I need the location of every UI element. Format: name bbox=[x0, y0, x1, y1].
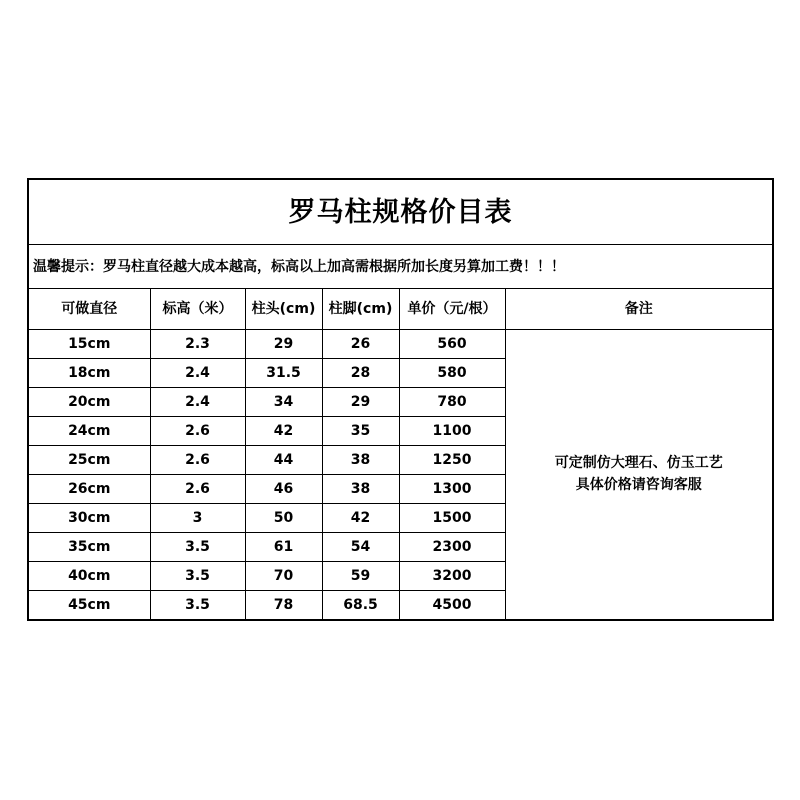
cell-unit-price: 780 bbox=[399, 388, 505, 417]
cell-base: 38 bbox=[322, 475, 399, 504]
remark-line-contact: 具体价格请咨询客服 bbox=[575, 477, 702, 494]
cell-unit-price: 1100 bbox=[399, 417, 505, 446]
column-header-height: 标高（米） bbox=[150, 289, 245, 330]
cell-capital: 70 bbox=[245, 562, 322, 591]
cell-base: 59 bbox=[322, 562, 399, 591]
cell-height: 3 bbox=[150, 504, 245, 533]
cell-diameter: 30cm bbox=[29, 504, 150, 533]
remark-cell bbox=[505, 330, 772, 620]
cell-capital: 34 bbox=[245, 388, 322, 417]
column-header-base: 柱脚(cm) bbox=[322, 289, 399, 330]
cell-capital: 44 bbox=[245, 446, 322, 475]
column-header-remark: 备注 bbox=[505, 289, 772, 330]
cell-diameter: 25cm bbox=[29, 446, 150, 475]
cell-height: 2.3 bbox=[150, 330, 245, 359]
cell-capital: 42 bbox=[245, 417, 322, 446]
cell-base: 26 bbox=[322, 330, 399, 359]
cell-diameter: 18cm bbox=[29, 359, 150, 388]
cell-unit-price: 1250 bbox=[399, 446, 505, 475]
column-header-diameter: 可做直径 bbox=[29, 289, 150, 330]
cell-diameter: 20cm bbox=[29, 388, 150, 417]
cell-unit-price: 1300 bbox=[399, 475, 505, 504]
cell-capital: 46 bbox=[245, 475, 322, 504]
cell-diameter: 24cm bbox=[29, 417, 150, 446]
cell-height: 2.6 bbox=[150, 417, 245, 446]
table-row bbox=[29, 330, 772, 359]
cell-capital: 50 bbox=[245, 504, 322, 533]
cell-base: 29 bbox=[322, 388, 399, 417]
cell-diameter: 15cm bbox=[29, 330, 150, 359]
cell-base: 38 bbox=[322, 446, 399, 475]
column-header-unit-price: 单价（元/根） bbox=[399, 289, 505, 330]
cell-height: 3.5 bbox=[150, 533, 245, 562]
cell-base: 42 bbox=[322, 504, 399, 533]
cell-capital: 78 bbox=[245, 591, 322, 620]
cell-height: 3.5 bbox=[150, 591, 245, 620]
page-title: 罗马柱规格价目表 bbox=[29, 180, 772, 245]
cell-capital: 31.5 bbox=[245, 359, 322, 388]
cell-diameter: 45cm bbox=[29, 591, 150, 620]
cell-unit-price: 3200 bbox=[399, 562, 505, 591]
cell-diameter: 40cm bbox=[29, 562, 150, 591]
cell-unit-price: 2300 bbox=[399, 533, 505, 562]
remark-line-customization: 可定制仿大理石、仿玉工艺 bbox=[554, 455, 723, 472]
cell-height: 2.4 bbox=[150, 359, 245, 388]
cell-base: 28 bbox=[322, 359, 399, 388]
cell-base: 35 bbox=[322, 417, 399, 446]
cell-height: 2.6 bbox=[150, 446, 245, 475]
cell-capital: 29 bbox=[245, 330, 322, 359]
table-header-row bbox=[29, 289, 772, 330]
price-table bbox=[29, 180, 772, 620]
cell-diameter: 26cm bbox=[29, 475, 150, 504]
cell-height: 2.6 bbox=[150, 475, 245, 504]
cell-capital: 61 bbox=[245, 533, 322, 562]
cell-unit-price: 4500 bbox=[399, 591, 505, 620]
cell-height: 3.5 bbox=[150, 562, 245, 591]
column-header-capital: 柱头(cm) bbox=[245, 289, 322, 330]
cell-base: 68.5 bbox=[322, 591, 399, 620]
cell-unit-price: 1500 bbox=[399, 504, 505, 533]
cell-diameter: 35cm bbox=[29, 533, 150, 562]
cell-height: 2.4 bbox=[150, 388, 245, 417]
price-sheet bbox=[27, 178, 774, 621]
cell-base: 54 bbox=[322, 533, 399, 562]
cell-unit-price: 580 bbox=[399, 359, 505, 388]
notice-text: 温馨提示：罗马柱直径越大成本越高，标高以上加高需根据所加长度另算加工费！！！ bbox=[29, 245, 772, 289]
cell-unit-price: 560 bbox=[399, 330, 505, 359]
